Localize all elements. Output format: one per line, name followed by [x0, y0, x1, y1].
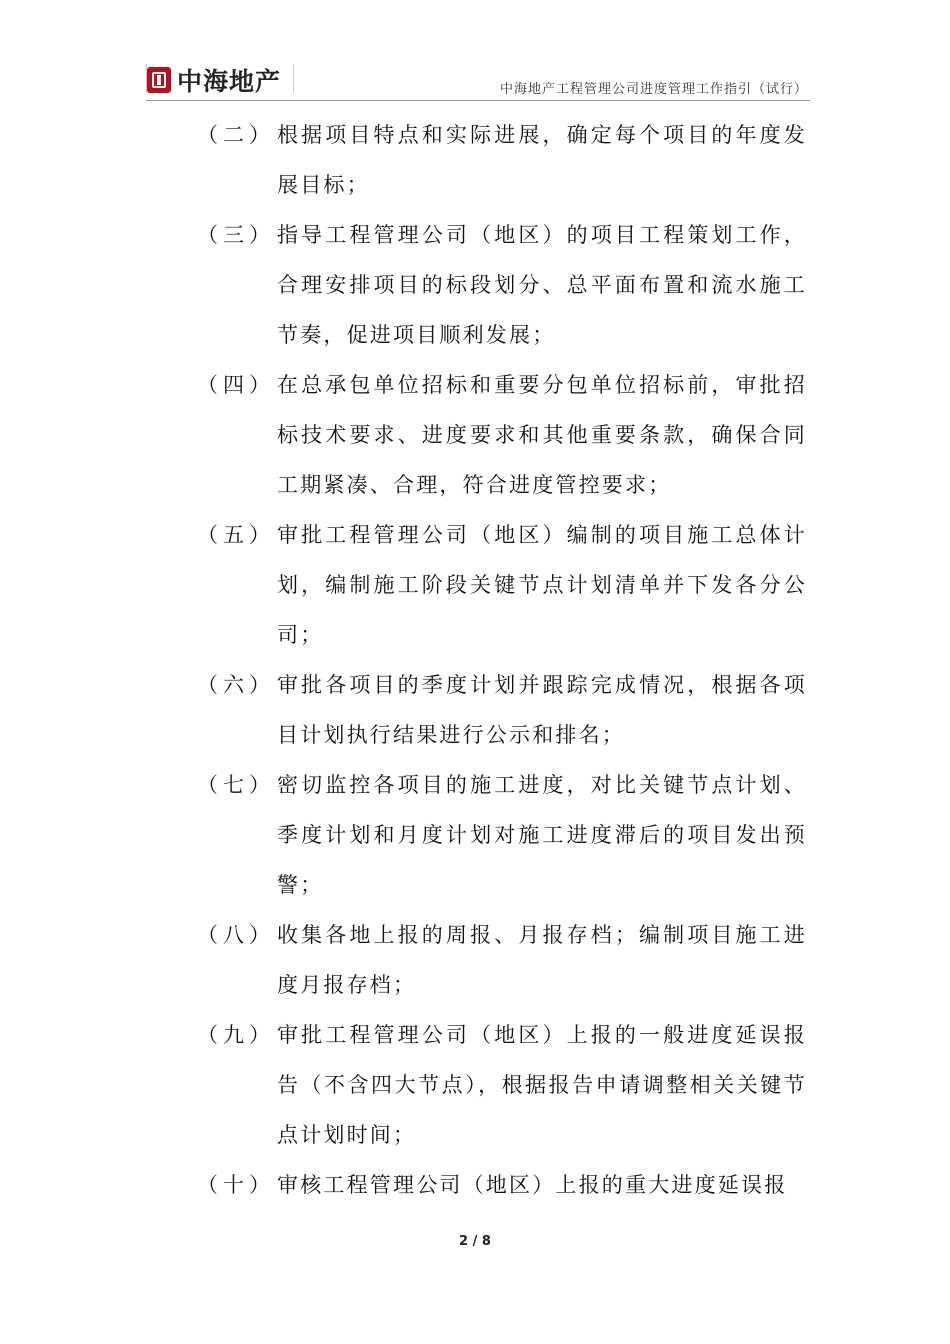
- item-number: （四）: [197, 373, 275, 397]
- document-title: 中海地产工程管理公司进度管理工作指引（试行）: [499, 82, 808, 97]
- item-number: （七）: [197, 773, 275, 797]
- item-text: 审核工程管理公司（地区）上报的重大进度延误报: [277, 1173, 788, 1197]
- list-item: [0, 510, 950, 660]
- logo-text: 中海地产: [177, 67, 282, 96]
- item-text: 审批工程管理公司（地区）编制的项目施工总体计划，编制施工阶段关键节点计划清单并下发各分公司；: [277, 523, 807, 647]
- seal-icon: [147, 67, 171, 93]
- list-item: [0, 210, 950, 360]
- page-number: 2 / 8: [459, 1234, 491, 1249]
- item-text: 审批工程管理公司（地区）上报的一般进度延误报告（不含四大节点），根据报告申请调整相关关键节点计划时间；: [277, 1023, 807, 1147]
- item-number: （六）: [197, 673, 275, 697]
- document-body: [0, 110, 950, 1210]
- item-number: （二）: [197, 123, 275, 147]
- list-item: [0, 760, 950, 910]
- list-item: [0, 110, 950, 210]
- company-logo: [147, 64, 281, 96]
- item-number: （十）: [197, 1173, 275, 1197]
- page-header: [0, 0, 950, 100]
- list-item: [0, 660, 950, 760]
- item-text: 根据项目特点和实际进展，确定每个项目的年度发展目标；: [277, 123, 807, 197]
- item-number: （九）: [197, 1023, 275, 1047]
- list-item: [0, 1160, 950, 1210]
- item-text: 在总承包单位招标和重要分包单位招标前，审批招标技术要求、进度要求和其他重要条款，确保合同工期紧凑、合理，符合进度管控要求；: [277, 373, 807, 497]
- list-item: [0, 910, 950, 1010]
- item-text: 密切监控各项目的施工进度，对比关键节点计划、季度计划和月度计划对施工进度滞后的项目发出预警；: [277, 773, 807, 897]
- item-text: 收集各地上报的周报、月报存档；编制项目施工进度月报存档；: [277, 923, 807, 997]
- item-number: （八）: [197, 923, 275, 947]
- header-divider: [146, 100, 810, 101]
- list-item: [0, 360, 950, 510]
- item-number: （五）: [197, 523, 275, 547]
- item-number: （三）: [197, 223, 275, 247]
- item-text: 审批各项目的季度计划并跟踪完成情况，根据各项目计划执行结果进行公示和排名；: [277, 673, 807, 747]
- list-item: [0, 1010, 950, 1160]
- item-text: 指导工程管理公司（地区）的项目工程策划工作，合理安排项目的标段划分、总平面布置和流水施工节奏，促进项目顺利发展；: [277, 223, 807, 347]
